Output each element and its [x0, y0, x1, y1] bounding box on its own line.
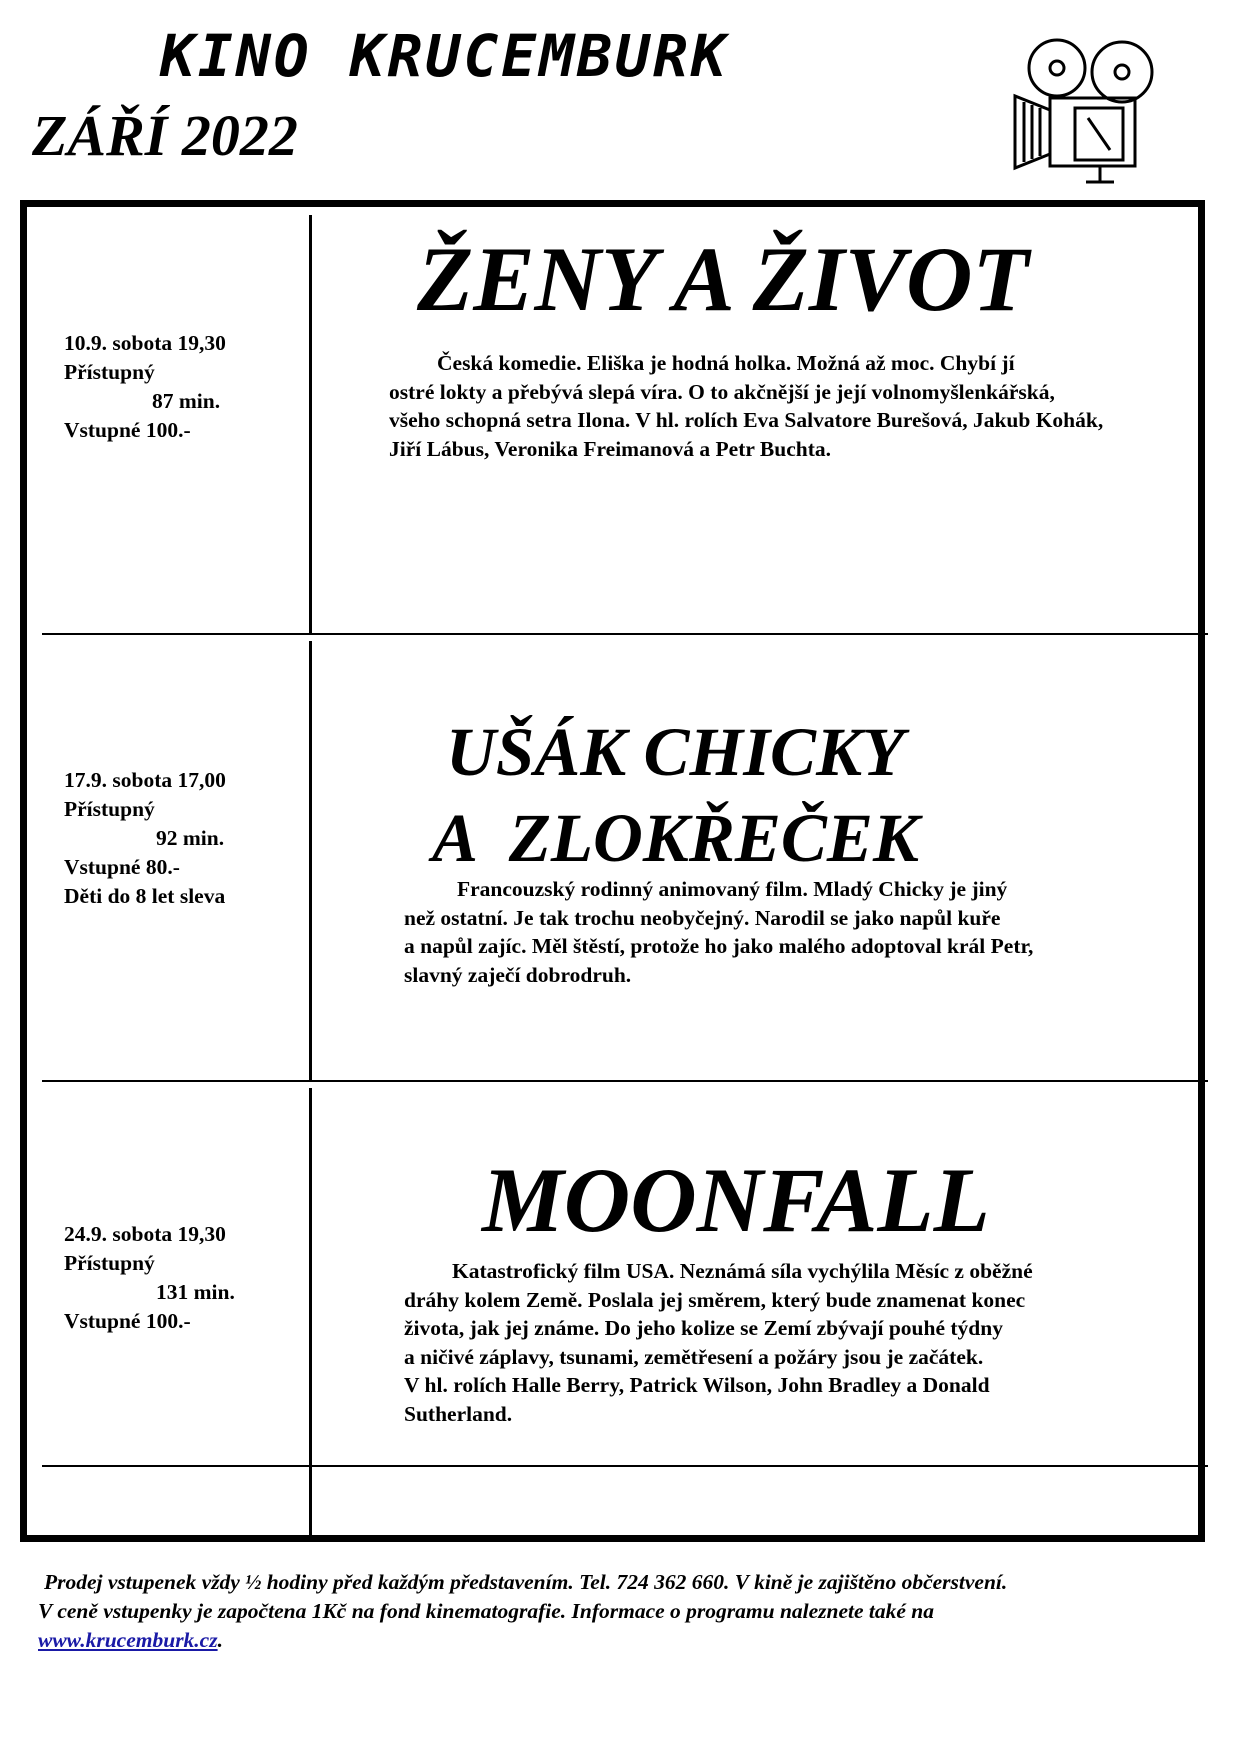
screening-info — [64, 329, 226, 445]
description-line: a ničivé záplavy, tsunami, zemětřesení a požáry jsou je začátek. — [404, 1344, 984, 1369]
ticket-price: Vstupné 80.- — [64, 855, 180, 879]
film-title — [482, 1150, 990, 1250]
table-border — [1199, 641, 1201, 1080]
film-title — [417, 229, 1029, 329]
age-rating: Přístupný — [64, 1251, 155, 1275]
film-title-line: MOONFALL — [482, 1149, 990, 1251]
website-link[interactable]: www.krucemburk.cz — [38, 1628, 218, 1652]
footer-line — [38, 1626, 1178, 1655]
film-description — [404, 875, 1033, 989]
description-line: dráhy kolem Země. Poslala jej směrem, který bude znamenat konec — [404, 1287, 1026, 1312]
table-border — [1199, 1088, 1201, 1465]
description-line: V hl. rolích Halle Berry, Patrick Wilson, John Bradley a Donald — [404, 1373, 990, 1397]
film-description — [389, 349, 1103, 463]
description-line: Sutherland. — [404, 1401, 513, 1426]
film-title — [432, 709, 919, 881]
program-row-empty — [42, 1465, 1208, 1537]
film-description — [404, 1257, 1033, 1428]
footer-note — [38, 1568, 1178, 1655]
cinema-name: KINO KRUCEMBURK — [160, 22, 729, 90]
program-month: ZÁŘÍ 2022 — [32, 103, 298, 168]
program-table — [20, 200, 1205, 1542]
description-line: Katastrofický film USA. Neznámá síla vychýlila Měsíc z oběžné — [452, 1259, 1033, 1283]
screening-date: 10.9. sobota 19,30 — [64, 331, 226, 355]
description-line: a napůl zajíc. Měl štěstí, protože ho jako malého adoptoval král Petr, — [404, 934, 1034, 958]
film-title-line: ŽENY A ŽIVOT — [417, 228, 1029, 330]
age-rating: Přístupný — [64, 360, 155, 384]
film-title-line: UŠÁK CHICKY — [446, 714, 905, 790]
column-divider — [309, 1465, 312, 1537]
description-line: Česká komedie. Eliška je hodná holka. Možná až moc. Chybí jí — [437, 351, 1015, 375]
footer-line: Prodej vstupenek vždy ½ hodiny před každým představením. Tel. 724 362 660. V kině je zajištěno občerstvení. — [44, 1570, 1008, 1594]
film-duration: 131 min. — [156, 1280, 235, 1304]
discount-note: Děti do 8 let sleva — [64, 884, 226, 908]
program-row — [42, 207, 1208, 635]
column-divider — [309, 1088, 312, 1465]
film-title-line: A ZLOKŘEČEK — [432, 800, 919, 876]
description-line: života, jak jej známe. Do jeho kolize se Zemí zbývají pouhé týdny — [404, 1316, 1003, 1340]
film-duration: 92 min. — [156, 826, 225, 850]
film-camera-icon — [1010, 30, 1180, 185]
screening-date: 17.9. sobota 17,00 — [64, 768, 226, 792]
age-rating: Přístupný — [64, 797, 155, 821]
ticket-price: Vstupné 100.- — [64, 1309, 191, 1333]
column-divider — [309, 215, 312, 633]
column-divider — [309, 641, 312, 1080]
link-suffix: . — [217, 1628, 223, 1652]
screening-date: 24.9. sobota 19,30 — [64, 1222, 226, 1246]
screening-info — [64, 766, 226, 911]
description-line: než ostatní. Je tak trochu neobyčejný. Narodil se jako napůl kuře — [404, 905, 1001, 930]
table-border — [1199, 215, 1201, 633]
description-line: slavný zaječí dobrodruh. — [404, 962, 632, 987]
film-duration: 87 min. — [152, 389, 221, 413]
description-line: ostré lokty a přebývá slepá víra. O to akčnější je její volnomyšlenkářská, — [389, 379, 1055, 404]
footer-line: V ceně vstupenky je započtena 1Kč na fond kinematografie. Informace o programu naleznete také na — [38, 1599, 935, 1623]
description-line: Francouzský rodinný animovaný film. Mladý Chicky je jiný — [457, 877, 1008, 901]
description-line: Jiří Lábus, Veronika Freimanová a Petr Buchta. — [389, 436, 831, 461]
program-row — [42, 1080, 1208, 1467]
ticket-price: Vstupné 100.- — [64, 418, 191, 442]
program-row — [42, 633, 1208, 1082]
screening-info — [64, 1220, 235, 1336]
description-line: všeho schopná setra Ilona. V hl. rolích Eva Salvatore Burešová, Jakub Kohák, — [389, 408, 1104, 432]
